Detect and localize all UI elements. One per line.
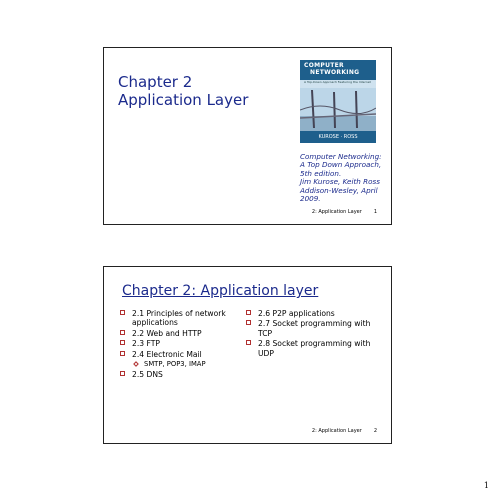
title-line-2: Application Layer	[118, 91, 249, 109]
list-item-label: 2.7 Socket programming with TCP	[258, 319, 371, 338]
checkbox-bullet-icon	[120, 330, 125, 335]
list-item-label: 2.2 Web and HTTP	[132, 328, 202, 338]
slide-2	[103, 266, 392, 444]
list-item-label: 2.4 Electronic Mail	[132, 349, 202, 359]
list-item-label: 2.5 DNS	[132, 370, 163, 380]
caption-line: Computer Networking:	[300, 152, 382, 161]
cover-title-line-1: COMPUTER	[304, 62, 344, 69]
title-line-1: Chapter 2	[118, 73, 193, 91]
list-item-label: 2.3 FTP	[132, 339, 160, 349]
footer-slide-number: 2	[373, 428, 377, 434]
outline-left-column	[120, 309, 232, 381]
list-item	[120, 329, 232, 338]
outline-right-column	[246, 309, 381, 359]
checkbox-bullet-icon	[246, 320, 251, 325]
checkbox-bullet-icon	[120, 371, 125, 376]
page-number: 1	[483, 481, 489, 490]
list-item	[120, 350, 232, 359]
list-item	[120, 370, 232, 379]
cover-subtitle: A Top-Down Approach Featuring the Internet	[304, 80, 371, 84]
slide-title	[118, 73, 248, 109]
slide-footer	[312, 428, 377, 434]
slide-title: Chapter 2: Application layer	[122, 283, 319, 299]
checkbox-bullet-icon	[120, 340, 125, 345]
bridge-illustration	[300, 88, 376, 133]
list-item	[246, 339, 381, 358]
checkbox-bullet-icon	[246, 340, 251, 345]
list-item	[246, 319, 381, 338]
list-item	[120, 309, 232, 328]
checkbox-bullet-icon	[120, 310, 125, 315]
list-item	[246, 309, 381, 318]
checkbox-bullet-icon	[120, 351, 125, 356]
slide-footer	[312, 209, 377, 215]
caption-line: 2009.	[300, 194, 321, 204]
checkbox-bullet-icon	[246, 310, 251, 315]
caption-line: Addison-Wesley, April	[300, 185, 378, 195]
slide-1	[103, 47, 392, 225]
book-caption	[300, 153, 386, 203]
list-item-label: 2.1 Principles of network applications	[132, 309, 226, 328]
diamond-bullet-icon	[133, 361, 139, 367]
caption-line: 5th edition.	[300, 168, 342, 178]
cover-title-line-2: NETWORKING	[310, 69, 360, 76]
footer-label: 2: Application Layer	[311, 209, 362, 215]
book-cover-image	[300, 60, 376, 143]
sub-list-item	[120, 360, 232, 369]
list-item	[120, 339, 232, 348]
footer-slide-number: 1	[373, 209, 377, 215]
caption-line: Jim Kurose, Keith Ross	[300, 177, 380, 187]
sub-list-item-label: SMTP, POP3, IMAP	[144, 360, 206, 369]
list-item-label: 2.8 Socket programming with UDP	[258, 339, 371, 358]
cover-authors: KUROSE · ROSS	[300, 131, 376, 143]
caption-line: A Top Down Approach,	[300, 160, 382, 170]
footer-label: 2: Application Layer	[311, 428, 362, 434]
list-item-label: 2.6 P2P applications	[258, 309, 335, 318]
